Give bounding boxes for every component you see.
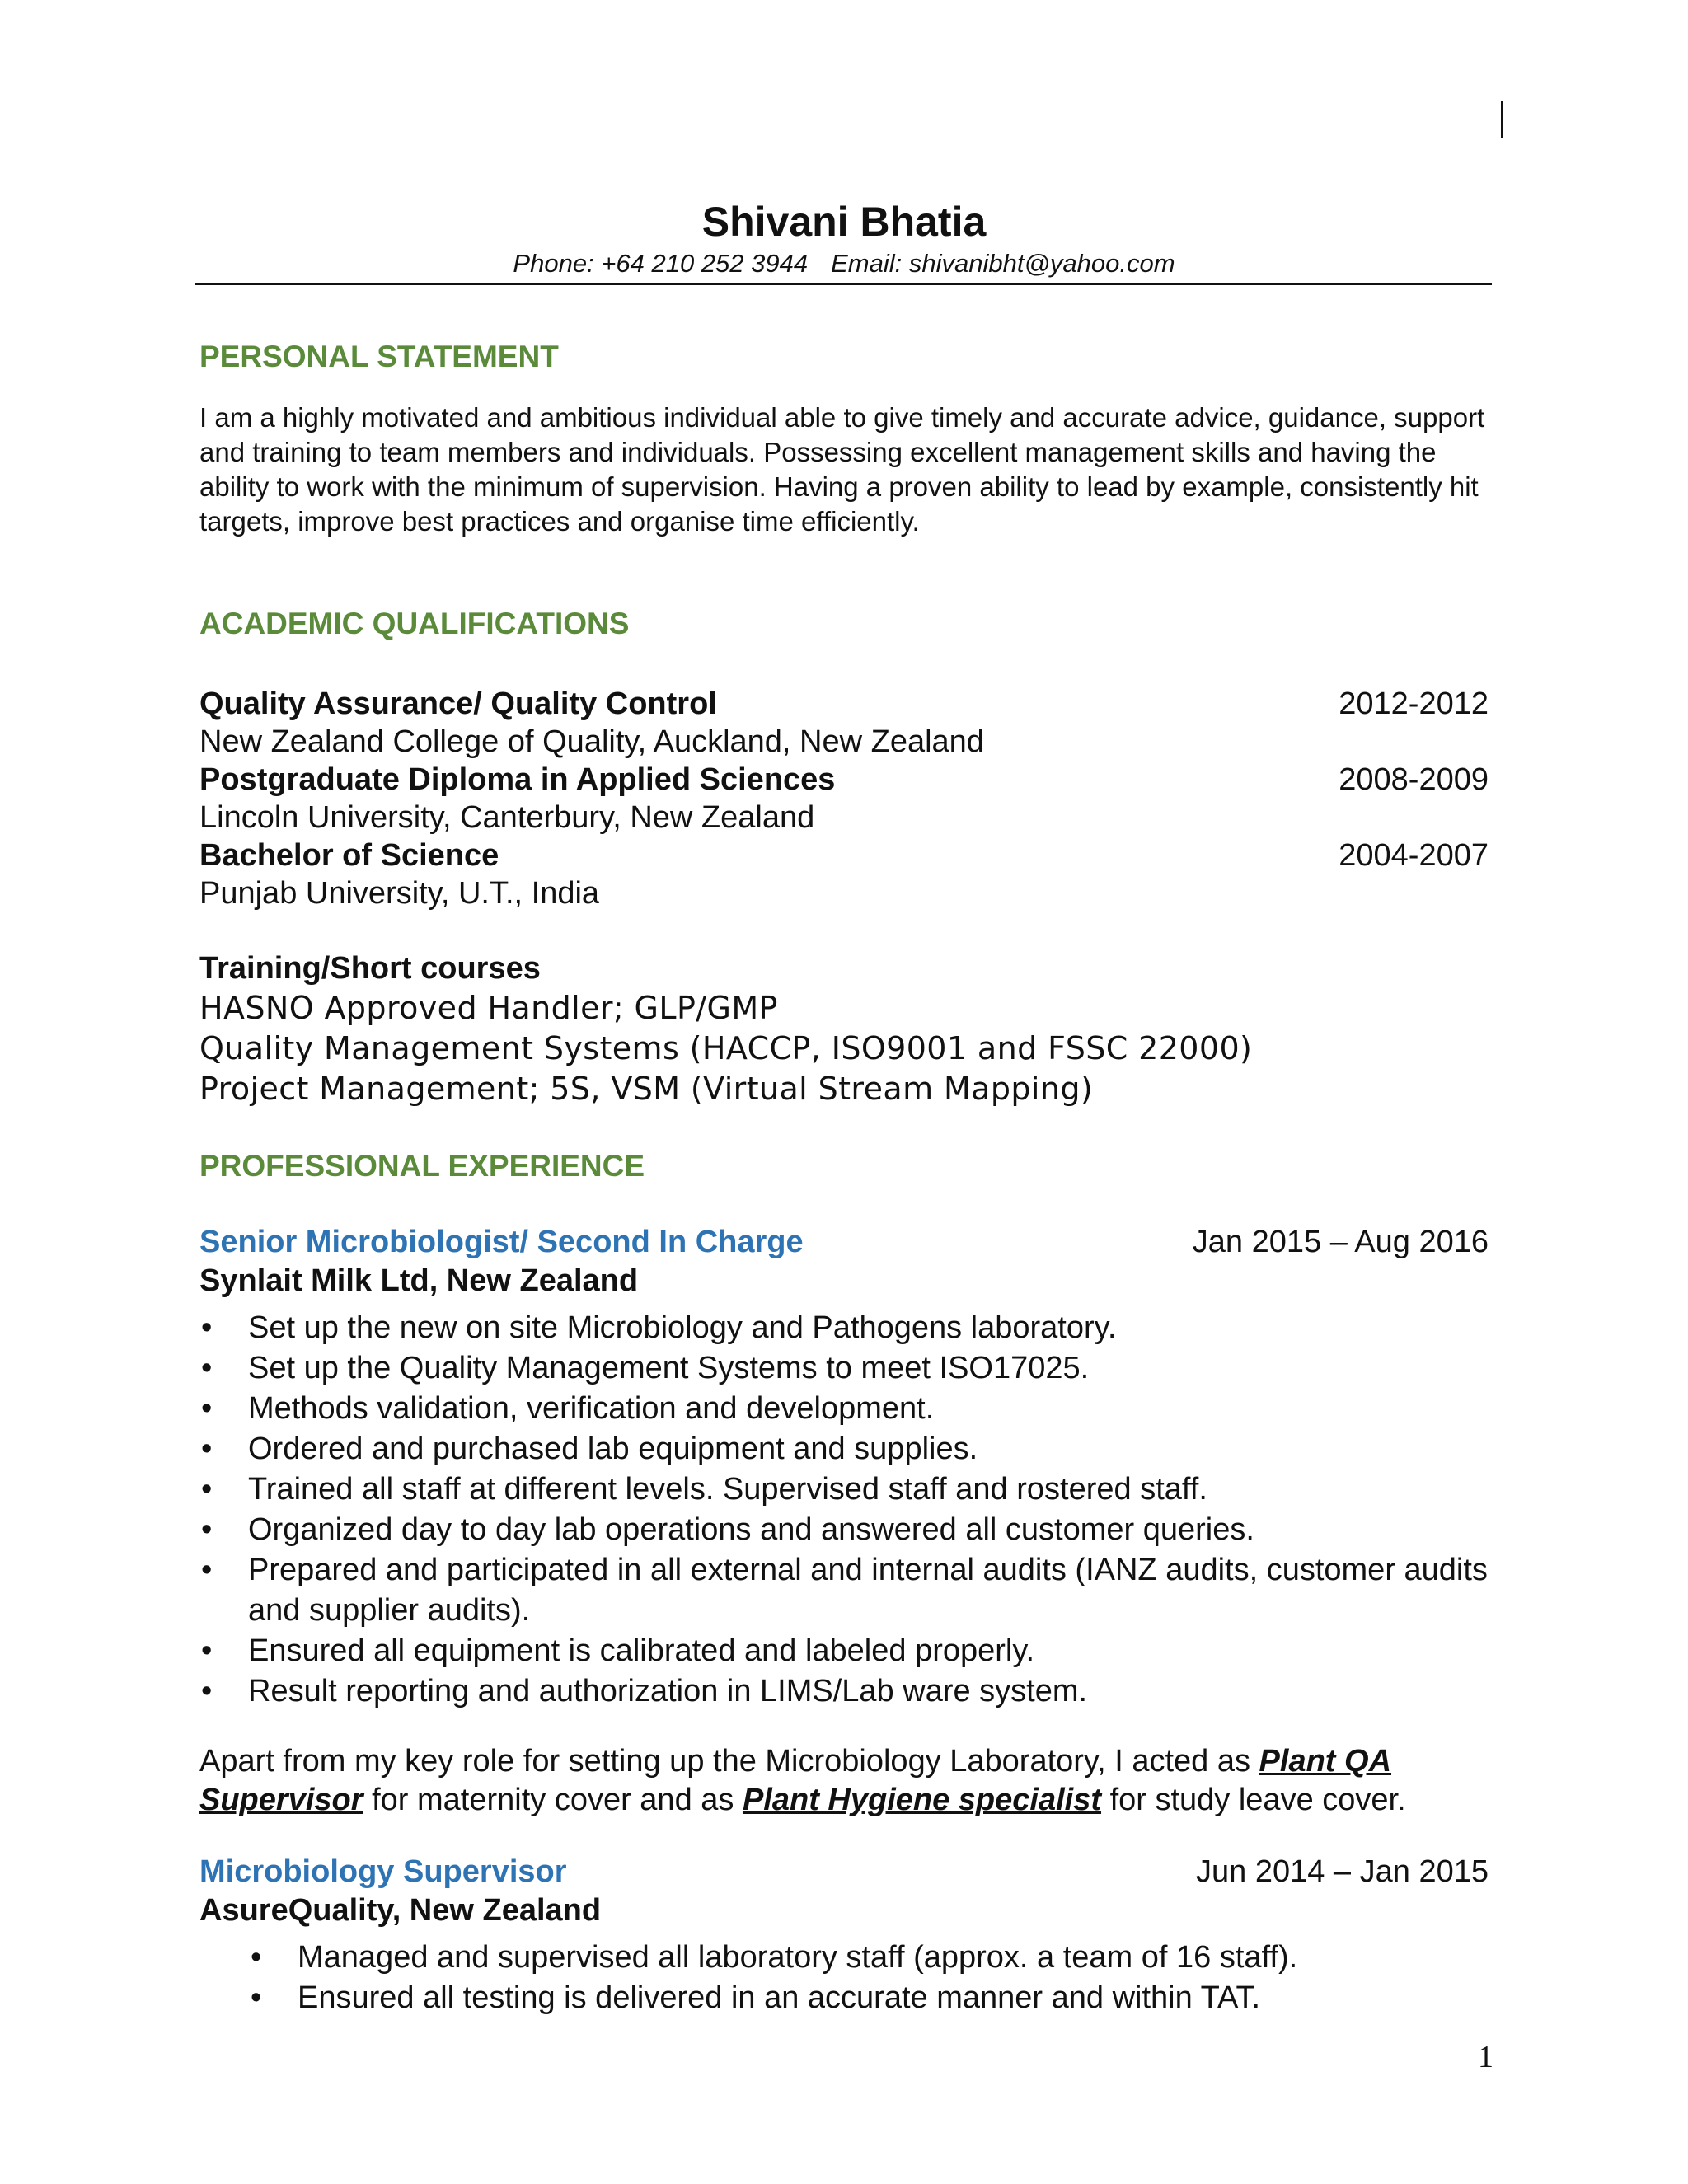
list-item: • Ordered and purchased lab equipment and supplies. [248, 1429, 1501, 1469]
qualification-institution: Punjab University, U.T., India [199, 876, 600, 911]
job-duties-list [248, 1308, 1501, 1712]
job-title: Senior Microbiologist/ Second In Charge [199, 1225, 804, 1259]
training-item: HASNO Approved Handler; GLP/GMP [199, 990, 778, 1026]
qualification-title: Quality Assurance/ Quality Control [199, 687, 717, 721]
job-duties-list [298, 1938, 1501, 2018]
qualification-title: Postgraduate Diploma in Applied Sciences [199, 762, 836, 797]
candidate-name: Shivani Bhatia [701, 199, 987, 245]
job-company: Synlait Milk Ltd, New Zealand [199, 1263, 639, 1298]
job-date: Jun 2014 – Jan 2015 [1196, 1854, 1489, 1889]
list-item: • Result reporting and authorization in LIMS/Lab ware system. [248, 1671, 1501, 1712]
note-role-plant-hygiene: Plant Hygiene specialist [742, 1783, 1102, 1817]
email-text: Email: shivanibht@yahoo.com [831, 249, 1175, 278]
qualification-date: 2004-2007 [1339, 838, 1489, 873]
qualification-title: Bachelor of Science [199, 838, 499, 873]
job-date: Jan 2015 – Aug 2016 [1192, 1225, 1489, 1259]
list-item: • Set up the new on site Microbiology and Pathogens laboratory. [248, 1308, 1501, 1348]
qualification-institution: Lincoln University, Canterbury, New Zealand [199, 800, 815, 835]
qualification-date: 2008-2009 [1339, 762, 1489, 797]
text-cursor-mark [1501, 101, 1503, 138]
list-item: • Ensured all equipment is calibrated and labeled properly. [248, 1631, 1501, 1671]
list-item: • Ensured all testing is delivered in an accurate manner and within TAT. [298, 1978, 1501, 2018]
list-item: • Trained all staff at different levels. Supervised staff and rostered staff. [248, 1469, 1501, 1510]
list-item: • Prepared and participated in all external and internal audits (IANZ audits, customer audits and supplier audits). [248, 1550, 1501, 1631]
training-item: Quality Management Systems (HACCP, ISO9001 and FSSC 22000) [199, 1030, 1253, 1066]
training-item: Project Management; 5S, VSM (Virtual Stream Mapping) [199, 1071, 1094, 1107]
page-number: 1 [1478, 2040, 1493, 2074]
qualification-institution: New Zealand College of Quality, Auckland, New Zealand [199, 724, 984, 759]
header-divider [195, 283, 1492, 285]
list-item: • Methods validation, verification and development. [248, 1389, 1501, 1429]
note-text: for study leave cover. [1101, 1783, 1406, 1817]
note-role-plant-qa: Plant QA Supervisor [199, 1744, 1392, 1817]
section-heading-personal: PERSONAL STATEMENT [199, 340, 559, 373]
list-item: • Managed and supervised all laboratory staff (approx. a team of 16 staff). [298, 1938, 1501, 1978]
qualification-date: 2012-2012 [1339, 687, 1489, 721]
section-heading-academic: ACADEMIC QUALIFICATIONS [199, 607, 630, 640]
list-item: • Organized day to day lab operations and answered all customer queries. [248, 1510, 1501, 1550]
role-note [199, 1742, 1502, 1820]
note-text: Apart from my key role for setting up the Microbiology Laboratory, I acted as [199, 1744, 1259, 1779]
list-item: • Set up the Quality Management Systems to meet ISO17025. [248, 1348, 1501, 1389]
contact-line [0, 249, 1688, 279]
personal-statement-text: I am a highly motivated and ambitious individual able to give timely and accurate advice, guidance, support and training to team members and individuals. Possessing excellent management skills and having the ability to work with the minimum of supervision. Having a proven ability to lead by example, consistently hit targets, improve best practices and organise time efficiently. [199, 402, 1485, 537]
section-heading-professional: PROFESSIONAL EXPERIENCE [199, 1149, 645, 1183]
job-title: Microbiology Supervisor [199, 1854, 567, 1889]
note-text: for maternity cover and as [363, 1783, 743, 1817]
phone-text: Phone: +64 210 252 3944 [513, 249, 809, 278]
job-company: AsureQuality, New Zealand [199, 1893, 602, 1928]
training-heading: Training/Short courses [199, 951, 541, 986]
